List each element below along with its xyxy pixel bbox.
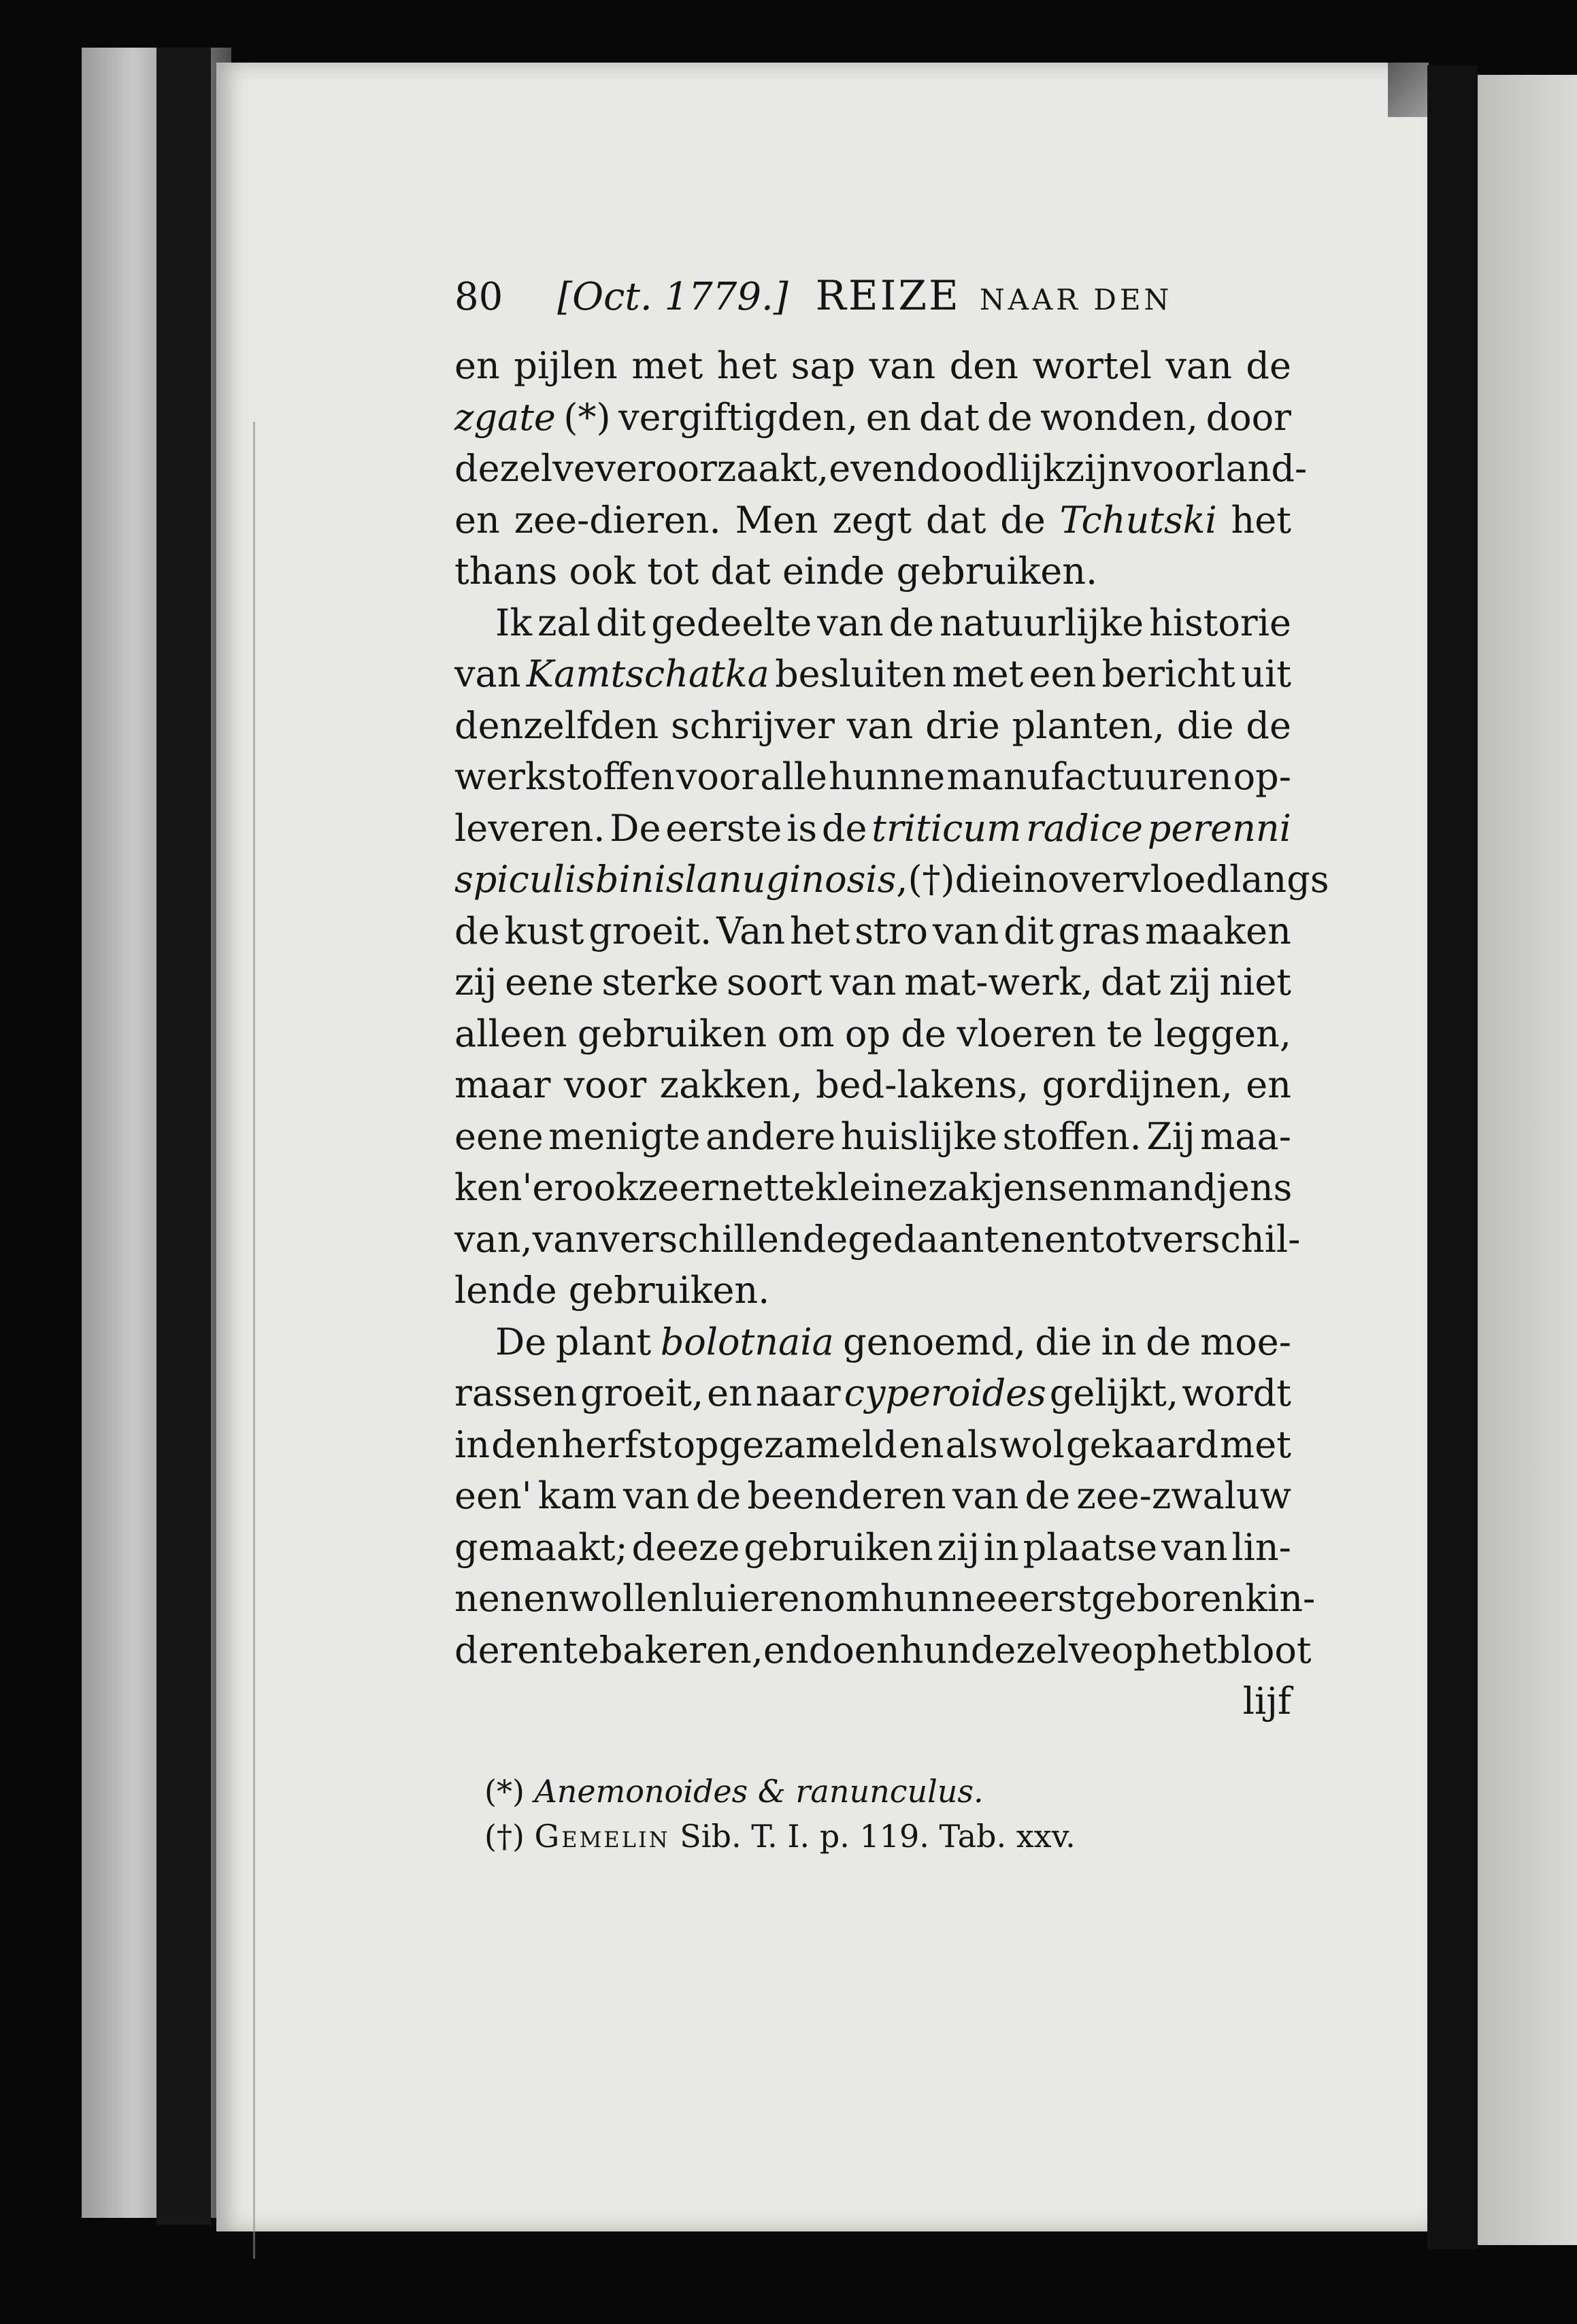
word: het <box>1231 498 1291 542</box>
word: land- <box>1214 447 1308 490</box>
word: het <box>716 344 778 387</box>
word: de <box>901 1012 946 1055</box>
word: werkstoffen <box>454 755 675 798</box>
word: zij <box>1169 961 1212 1003</box>
word: en <box>898 1423 944 1466</box>
word: de <box>987 395 1033 439</box>
word: het <box>789 909 850 952</box>
footnote-2 <box>484 1814 1301 1859</box>
word: (†) <box>908 858 955 901</box>
word: besluiten <box>775 652 947 695</box>
word: dit <box>595 601 646 644</box>
word: even <box>829 447 917 490</box>
text-line <box>454 957 1291 1008</box>
word: pijlen <box>514 344 618 387</box>
word: voor <box>1131 447 1214 490</box>
word: is <box>786 806 818 850</box>
header-title: REIZE <box>815 272 961 320</box>
text-line <box>454 546 1291 597</box>
word: te <box>563 1628 599 1672</box>
page-corner-fold <box>1388 63 1429 117</box>
word: denzelfden <box>454 703 659 747</box>
footnote-2-author: Gemelin <box>534 1818 670 1855</box>
word: dat <box>919 395 980 439</box>
word: met <box>1220 1423 1291 1466</box>
word: van <box>623 1474 690 1517</box>
word: mandjens <box>1112 1166 1293 1209</box>
word: in <box>454 1423 491 1466</box>
running-header <box>454 272 1291 340</box>
word: groeit, <box>580 1372 704 1414</box>
word: zij <box>454 961 497 1003</box>
word: triticum <box>872 806 1022 850</box>
word: tot <box>1089 1217 1142 1261</box>
word: alle <box>760 755 828 798</box>
word: zakken, <box>659 1063 803 1106</box>
word: die <box>1176 703 1234 747</box>
footnote-1-mark: (*) <box>484 1773 525 1810</box>
word: luieren <box>691 1577 824 1620</box>
word: de <box>695 1474 742 1517</box>
word: mat-werk, <box>904 961 1093 1003</box>
word: opgezameld <box>673 1423 897 1466</box>
word: stro <box>854 909 929 952</box>
word: wordt <box>1182 1372 1291 1414</box>
word: groeit. <box>588 909 712 952</box>
word: in <box>983 1525 1019 1569</box>
word: schrijver <box>671 703 835 747</box>
text-line <box>454 597 1291 649</box>
word: beenderen <box>747 1474 946 1517</box>
word: niet <box>1219 961 1291 1003</box>
word: wortel <box>1032 344 1152 387</box>
word: de <box>821 806 867 850</box>
text-line <box>454 1573 1316 1625</box>
word: planten, <box>1012 703 1165 747</box>
word: drie <box>925 703 1000 747</box>
word: en <box>523 1577 569 1620</box>
word: dezelve <box>970 1628 1112 1672</box>
word: en <box>1246 1063 1291 1106</box>
text-line <box>454 443 1308 495</box>
word: alleen <box>454 1012 567 1055</box>
page-text <box>454 272 1329 1727</box>
word: overvloed <box>1047 858 1230 901</box>
word: nette <box>718 1166 816 1209</box>
word: maa- <box>1200 1114 1291 1158</box>
word: van <box>817 601 884 644</box>
word: vergiftigden, <box>618 395 859 439</box>
word: rassen <box>454 1372 578 1414</box>
text-line <box>454 1316 1291 1368</box>
right-page-edge <box>1478 75 1577 2245</box>
text-line <box>454 1522 1291 1574</box>
word: gedaanten <box>848 1217 1044 1261</box>
word: den <box>949 344 1018 387</box>
text-line <box>454 1059 1291 1111</box>
word: voor <box>676 755 759 798</box>
word: andere <box>705 1114 836 1158</box>
text-line <box>454 495 1291 546</box>
word: die <box>954 858 1012 901</box>
word: de <box>1025 1474 1071 1517</box>
book-gutter <box>156 48 211 2225</box>
word: wol <box>999 1423 1065 1466</box>
word: kin- <box>1245 1577 1316 1620</box>
word: De <box>495 1320 547 1363</box>
header-date: [Oct. 1779.] <box>557 275 788 319</box>
word: van <box>532 1217 599 1261</box>
word: ook <box>571 1166 638 1209</box>
text-line <box>454 1676 1291 1727</box>
word: van <box>846 703 914 747</box>
word: en <box>865 395 912 439</box>
word: van <box>829 961 897 1003</box>
text-line <box>454 803 1291 854</box>
word: gekaard <box>1065 1423 1218 1466</box>
word: zegt <box>832 498 912 542</box>
text-line <box>454 1111 1291 1163</box>
word: in <box>1101 1320 1137 1363</box>
word: eene <box>454 1114 544 1158</box>
word: sterke <box>601 961 719 1003</box>
word: zal <box>537 601 591 644</box>
word: zijn <box>1065 447 1131 490</box>
word: stoffen. <box>1002 1114 1142 1158</box>
text-line <box>454 906 1291 957</box>
word: een' <box>454 1474 532 1517</box>
word: Zij <box>1146 1114 1195 1158</box>
word: deeze <box>631 1525 740 1569</box>
word: die <box>1035 1320 1093 1363</box>
word: bloot <box>1217 1628 1312 1672</box>
word: van <box>932 909 999 952</box>
word: wollen <box>569 1577 692 1620</box>
word: om <box>777 1012 835 1055</box>
word: soort <box>727 961 823 1003</box>
footnote-2-mark: (†) <box>484 1818 525 1855</box>
word: uit <box>1241 652 1291 695</box>
text-line <box>454 340 1291 392</box>
word: manufactuuren <box>946 755 1232 798</box>
text-line <box>454 1419 1291 1471</box>
word: langs <box>1229 858 1329 901</box>
word: De <box>610 806 661 850</box>
word: en <box>454 498 500 542</box>
word: deren <box>454 1628 563 1672</box>
footnotes <box>484 1769 1301 1859</box>
word: en <box>763 1628 809 1672</box>
word: spiculis <box>454 858 595 901</box>
word: genoemd, <box>843 1320 1026 1363</box>
word: bed-lakens, <box>816 1063 1029 1106</box>
word: bolotnaia <box>660 1320 834 1363</box>
word: als <box>945 1423 998 1466</box>
word: binis <box>595 858 685 901</box>
word: natuurlijke <box>940 601 1144 644</box>
word: van <box>454 652 521 695</box>
word: 'er <box>522 1166 572 1209</box>
word: gelijkt, <box>1049 1372 1179 1414</box>
word: kleine <box>815 1166 929 1209</box>
word: dit <box>1003 909 1054 952</box>
text-fragment: lende gebruiken. <box>454 1269 770 1312</box>
word: en <box>1067 1166 1113 1209</box>
word: (*) <box>563 395 611 439</box>
word: op <box>844 1012 891 1055</box>
word: sap <box>791 344 856 387</box>
word: bakeren, <box>599 1628 763 1672</box>
word: in <box>1012 858 1048 901</box>
word: dat <box>1101 961 1161 1003</box>
word: gebruiken <box>577 1012 767 1055</box>
word: lin- <box>1231 1525 1291 1569</box>
text-line <box>454 854 1329 906</box>
word: naar <box>755 1372 841 1414</box>
word: kam <box>537 1474 617 1517</box>
word: Van <box>716 909 786 952</box>
word: dezelve <box>454 447 595 490</box>
page-number: 80 <box>454 275 503 319</box>
word: het <box>1157 1628 1218 1672</box>
word: en <box>707 1372 752 1414</box>
word: hunne <box>880 1577 997 1620</box>
word: cyperoides <box>844 1372 1046 1414</box>
word: dat <box>925 498 986 542</box>
word: op- <box>1233 755 1291 798</box>
text-line <box>454 1367 1291 1419</box>
word: leggen, <box>1153 1012 1291 1055</box>
word: met <box>952 652 1024 695</box>
word: Kamtschatka <box>526 652 769 695</box>
word: de <box>454 909 500 952</box>
text-line <box>454 1008 1291 1060</box>
text-fragment: lijf <box>1242 1680 1291 1723</box>
word: historie <box>1148 601 1291 644</box>
word: doen <box>808 1628 900 1672</box>
word: hunne <box>829 755 946 798</box>
word: gebruiken <box>744 1525 933 1569</box>
word: ken <box>454 1166 522 1209</box>
word: vloeren <box>957 1012 1097 1055</box>
word: de <box>889 601 935 644</box>
word: eene <box>505 961 594 1003</box>
word: een <box>1029 652 1097 695</box>
word: herfst <box>561 1423 672 1466</box>
word: met <box>631 344 703 387</box>
word: nen <box>454 1577 524 1620</box>
word: plant <box>555 1320 652 1363</box>
word: leveren. <box>454 806 605 850</box>
word: wonden, <box>1040 395 1199 439</box>
word: zgate <box>454 395 556 439</box>
header-title-small: NAAR DEN <box>979 283 1173 316</box>
word: van <box>1165 344 1232 387</box>
text-line <box>454 392 1291 444</box>
word: perenni <box>1147 806 1291 850</box>
word: zee-dieren. <box>514 498 721 542</box>
word: bericht <box>1101 652 1235 695</box>
word: veroorzaakt, <box>595 447 829 490</box>
word: en <box>454 344 500 387</box>
text-line <box>454 1214 1301 1265</box>
footnote-2-text: Sib. T. I. p. 119. Tab. xxv. <box>680 1818 1076 1855</box>
word: van <box>952 1474 1019 1517</box>
word: plaatse <box>1023 1525 1158 1569</box>
word: van <box>1161 1525 1228 1569</box>
word: gedeelte <box>651 601 812 644</box>
word: hun <box>899 1628 971 1672</box>
word: van <box>869 344 936 387</box>
text-line <box>454 751 1291 803</box>
footnote-1 <box>484 1769 1301 1814</box>
word: de <box>1246 703 1291 747</box>
word: zij <box>937 1525 980 1569</box>
footnote-1-text: Anemonoides & ranunculus. <box>534 1773 984 1810</box>
margin-rule <box>253 422 255 2259</box>
word: gordijnen, <box>1042 1063 1233 1106</box>
text-line <box>454 1162 1291 1214</box>
word: verschillende <box>599 1217 848 1261</box>
word: de <box>1000 498 1046 542</box>
text-line <box>454 1265 1291 1316</box>
word: gras <box>1058 909 1140 952</box>
word: om <box>823 1577 880 1620</box>
word: zeer <box>637 1166 719 1209</box>
word: huislijke <box>840 1114 998 1158</box>
word: door <box>1206 395 1291 439</box>
word: de <box>1146 1320 1191 1363</box>
word: op <box>1111 1628 1157 1672</box>
word: zee-zwaluw <box>1076 1474 1291 1517</box>
word: gemaakt; <box>454 1525 628 1569</box>
text-line <box>454 1470 1291 1522</box>
text-line <box>454 1625 1312 1676</box>
body-text <box>454 340 1329 1727</box>
word: de <box>1246 344 1291 387</box>
word: den <box>491 1423 561 1466</box>
word: maar <box>454 1063 551 1106</box>
word: eerstgeboren <box>996 1577 1246 1620</box>
word: Ik <box>495 601 533 644</box>
word: kust <box>504 909 584 952</box>
word: radice <box>1025 806 1144 850</box>
text-line <box>454 700 1291 752</box>
word: en <box>1044 1217 1090 1261</box>
word: doodlijk <box>916 447 1065 490</box>
text-line <box>454 648 1291 700</box>
word: Tchutski <box>1059 498 1217 542</box>
word: te <box>1106 1012 1144 1055</box>
word: , <box>896 858 908 901</box>
word: eerste <box>665 806 782 850</box>
word: Men <box>735 498 818 542</box>
word: van, <box>454 1217 533 1261</box>
word: verschil- <box>1141 1217 1301 1261</box>
right-gutter <box>1427 65 1478 2249</box>
word: zakjens <box>928 1166 1067 1209</box>
word: lanuginosis <box>684 858 897 901</box>
word: voor <box>563 1063 647 1106</box>
word: moe- <box>1200 1320 1291 1363</box>
text-fragment: thans ook tot dat einde gebruiken. <box>454 550 1098 593</box>
word: maaken <box>1144 909 1291 952</box>
word: menigte <box>548 1114 701 1158</box>
